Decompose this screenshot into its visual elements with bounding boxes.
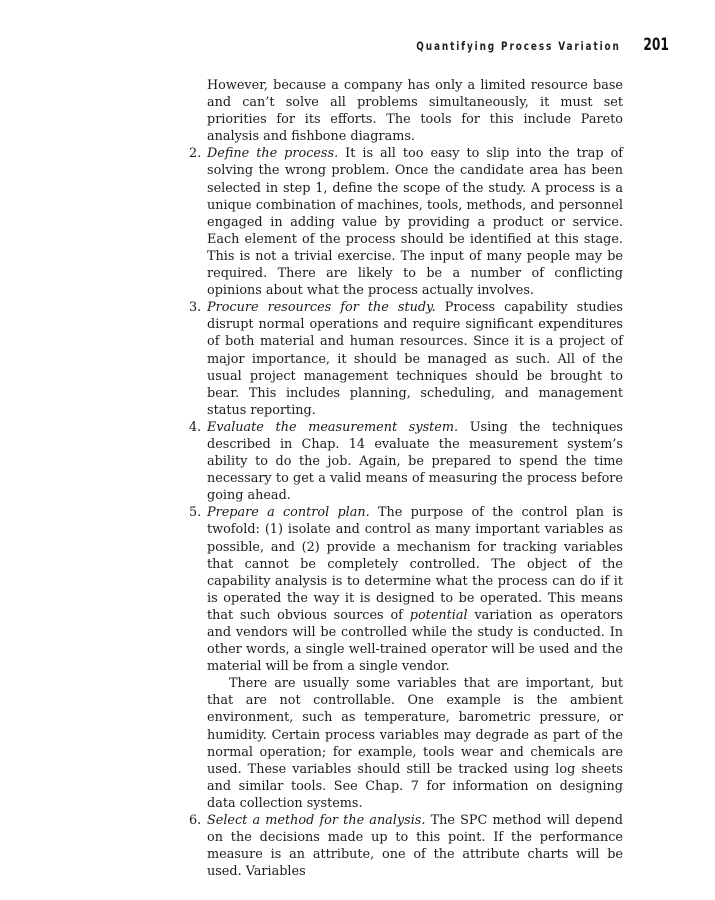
item-number: 2. bbox=[189, 146, 202, 162]
item-text bbox=[207, 145, 623, 299]
item-number: 5. bbox=[189, 505, 202, 521]
item-body: Process capability studies disrupt normal operations and require significant expenditures of both material and human resources. Since it is a project of major importance, it should be managed as such. All of the usual project management techniques should be brought to bear. This includes planning, scheduling, and management status reporting. bbox=[207, 300, 623, 418]
intro-paragraph: However, because a company has only a limited resource base and can’t solve all problems simultaneously, it must set priorities for its efforts. The tools for this include Pareto analysis and fishbone diagrams. bbox=[207, 78, 623, 145]
running-title: Quantifying Process Variation bbox=[416, 39, 621, 53]
item-text bbox=[207, 299, 623, 419]
item-number: 4. bbox=[189, 419, 202, 435]
item-lead: Prepare a control plan. bbox=[207, 505, 370, 521]
item-emphasis: potential bbox=[409, 607, 468, 623]
body-text bbox=[189, 77, 624, 880]
numbered-list bbox=[189, 145, 624, 880]
item-body-part-b: variation as operators and vendors will be controlled while the study is conducted. In other words, a single well-trained operator will be used and the material will be from a single vendor. bbox=[207, 607, 623, 675]
list-item-6 bbox=[189, 812, 624, 880]
item-second-paragraph: There are usually some variables that are important, but that are not controllable. One example is the ambient environment, such as temperature, barometric pressure, or humidity. Certain process variables may degrade as part of the normal operation; for example, tools wear and chemicals are used. These variables should still be tracked using log sheets and similar tools. See Chap. 7 for information on designing data collection systems. bbox=[207, 676, 623, 811]
item-lead: Procure resources for the study. bbox=[207, 300, 436, 316]
item-body: The SPC method will depend on the decisions made up to this point. If the performance measure is an attribute, one of the attribute charts will be used. Variables bbox=[207, 813, 624, 880]
item-body: It is all too easy to slip into the trap of solving the wrong problem. Once the candidate area has been selected in step 1, define the scope of the study. A process is a unique combination of machines, tools, methods, and personnel engaged in adding value by providing a product or service. Each element of the process should be identified at this stage. This is not a trivial exercise. The input of many people may be required. There are likely to be a number of conflicting opinions about what the process actually involves. bbox=[207, 146, 624, 299]
item-body: Using the techniques described in Chap. 14 evaluate the measurement system’s ability to do the job. Again, be prepared to spend the time necessary to get a valid means of measuring the process before going ahead. bbox=[207, 419, 623, 504]
item-text bbox=[207, 812, 623, 880]
item-lead: Define the process. bbox=[207, 146, 339, 162]
item-text bbox=[207, 504, 623, 675]
list-item-3 bbox=[189, 299, 623, 419]
item-body-part-a: The purpose of the control plan is twofold: (1) isolate and control as many important variables as possible, and (2) provide a mechanism for tracking variables that cannot be completely controlled. The object of the capability analysis is to determine what the process can do if it is operated the way it is designed to be operated. This means that such obvious sources of bbox=[207, 505, 623, 623]
item-text bbox=[207, 419, 623, 504]
item-number: 3. bbox=[189, 300, 202, 316]
item-lead: Select a method for the analysis. bbox=[207, 813, 426, 829]
list-item-4 bbox=[189, 419, 623, 504]
page-number: 201 bbox=[643, 35, 669, 55]
item-number: 6. bbox=[189, 813, 202, 829]
item-lead: Evaluate the measurement system. bbox=[207, 419, 459, 435]
list-item-2 bbox=[189, 145, 624, 299]
page-header bbox=[0, 36, 715, 56]
list-item-5 bbox=[189, 504, 623, 812]
